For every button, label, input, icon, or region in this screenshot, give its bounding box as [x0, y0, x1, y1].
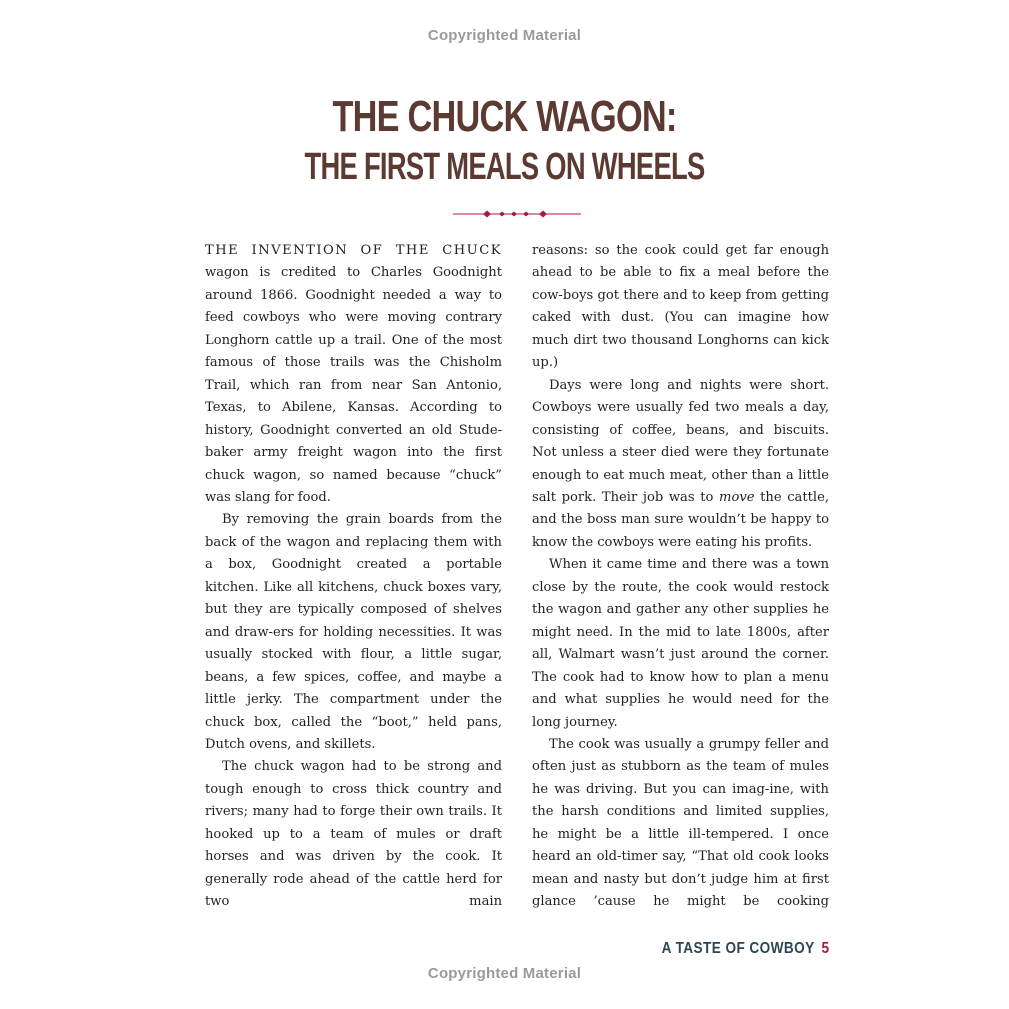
paragraph-text: the cattle, and the boss man sure wouldn’t be happy to know the cowboys were eating his profits. [532, 489, 829, 550]
emphasized-word: move [719, 489, 755, 505]
left-text-column [205, 240, 502, 914]
chapter-subtitle: THE FIRST MEALS ON WHEELS [304, 146, 705, 188]
paragraph [532, 375, 829, 555]
paragraph: By removing the grain boards from the back of the wagon and replacing them with a box, Goodnight created a portable kitchen. Like all kitchens, chuck boxes vary, but they are typically composed of shelves and draw-ers for holding necessities. It was usually stocked with flour, a little sugar, beans, a few spices, coffee, and maybe a little jerky. The compartment under the chuck box, called the “boot,” held pans, Dutch ovens, and skillets. [205, 512, 502, 752]
diamond-rule-ornament-icon [453, 208, 581, 220]
paragraph-text: wagon is credited to Charles Goodnight around 1866. Goodnight needed a way to feed cowboys who were moving contrary Longhorn cattle up a trail. One of the most famous of those trails was the Chisholm Trail, which ran from near San Antonio, Texas, to Abilene, Kansas. According to history, Goodnight converted an old Stude-baker army freight wagon into the first chuck wagon, so named because “chuck” was slang for food. [205, 265, 502, 505]
paragraph: The chuck wagon had to be strong and tough enough to cross thick country and rivers; many had to forge their own trails. It hooked up to a team of mules or draft horses and was driven by the cook. It generally rode ahead of the cattle herd for two main [205, 759, 502, 910]
paragraph: reasons: so the cook could get far enough ahead to be able to fix a meal before the cow-boys got there and to keep from getting caked with dust. (You can imagine how much dirt two thousand Longhorns can kick up.) [532, 243, 829, 371]
paragraph [205, 240, 502, 509]
running-footer [661, 940, 829, 958]
paragraph-text: Days were long and nights were short. Cowboys were usually fed two meals a day, consisting of coffee, beans, and biscuits. Not unless a steer died were they fortunate enough to eat much meat, other than a little salt pork. Their job was to [532, 377, 829, 505]
chapter-title: THE CHUCK WAGON: [332, 92, 677, 141]
page-number: 5 [821, 940, 829, 957]
copyright-watermark-bottom: Copyrighted Material [427, 965, 582, 982]
right-text-column [532, 240, 829, 914]
running-head: A TASTE OF COWBOY [661, 940, 815, 957]
lead-in-smallcaps: THE INVENTION OF THE CHUCK [205, 243, 502, 258]
paragraph: The cook was usually a grumpy feller and often just as stubborn as the team of mules he was driving. But you can imag-ine, with the harsh conditions and limited supplies, he might be a little ill-tempered. I once heard an old-timer say, “That old cook looks mean and nasty but don’t judge him at first glance ’cause he might be cooking [532, 736, 829, 910]
copyright-watermark-top: Copyrighted Material [427, 27, 582, 44]
paragraph: When it came time and there was a town close by the route, the cook would restock the wagon and gather any other supplies he might need. In the mid to late 1800s, after all, Walmart wasn’t just around the corner. The cook had to know how to plan a menu and what supplies he would need for the long journey. [532, 557, 829, 730]
